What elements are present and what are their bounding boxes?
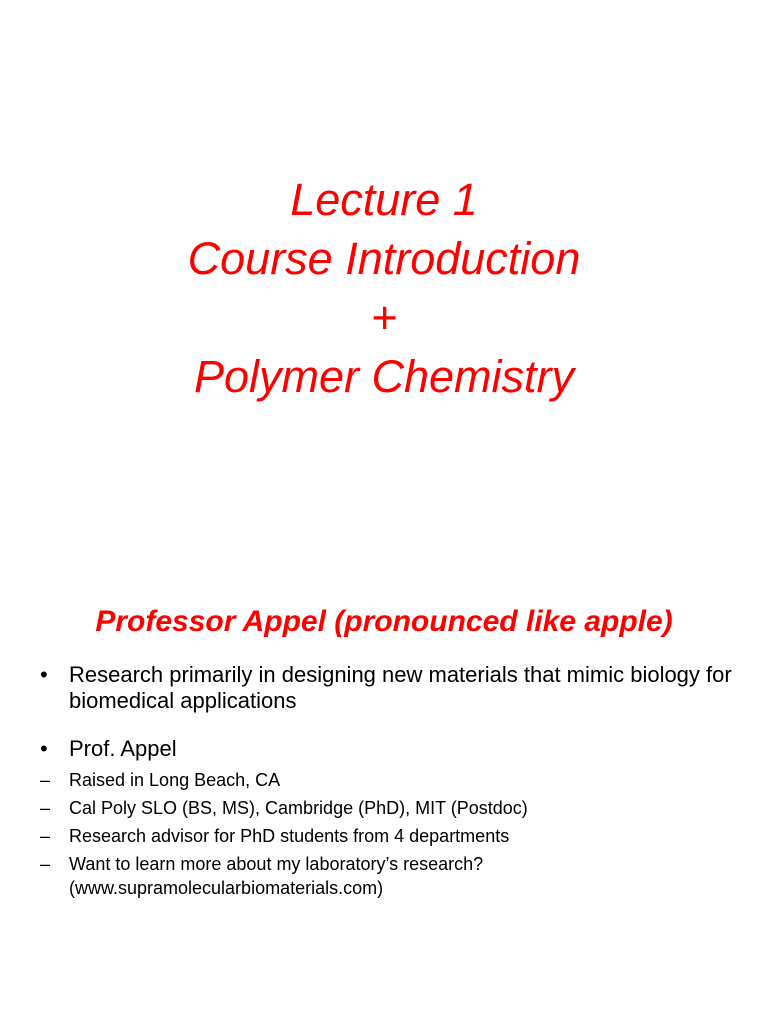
title-line-course-introduction: Course Introduction <box>187 233 581 284</box>
title-line-lecture-number: Lecture 1 <box>290 174 478 225</box>
bullet-marker: • <box>40 736 48 761</box>
sub-bullet-text: Raised in Long Beach, CA <box>69 770 281 790</box>
sub-bullet-text: Cal Poly SLO (BS, MS), Cambridge (PhD), MIT (Postdoc) <box>69 798 528 818</box>
sub-bullet-text: Want to learn more about my laboratory’s research? (www.supramolecularbiomaterials.com) <box>69 854 484 898</box>
title-line-polymer-chemistry: Polymer Chemistry <box>193 351 575 402</box>
bullet-prof-appel <box>40 736 740 762</box>
sub-bullet-education <box>40 796 740 820</box>
title-line-plus: + <box>370 292 398 343</box>
sub-bullet-advisor <box>40 824 740 848</box>
sub-bullet-list <box>40 768 740 900</box>
sub-bullet-text: Research advisor for PhD students from 4 departments <box>69 826 510 846</box>
dash-marker: – <box>40 854 51 874</box>
dash-marker: – <box>40 826 51 846</box>
bullet-research <box>40 662 740 714</box>
bullet-list <box>40 662 740 904</box>
dash-marker: – <box>40 798 51 818</box>
bullet-text: Research primarily in designing new materials that mimic biology for biomedical applications <box>69 662 732 713</box>
bullet-text: Prof. Appel <box>69 736 177 761</box>
lecture-title <box>0 170 768 406</box>
sub-bullet-website <box>40 852 740 900</box>
bullet-marker: • <box>40 662 48 687</box>
slide-heading: Professor Appel (pronounced like apple) <box>95 605 673 638</box>
dash-marker: – <box>40 770 51 790</box>
sub-bullet-hometown <box>40 768 740 792</box>
professor-slide <box>0 512 768 1024</box>
